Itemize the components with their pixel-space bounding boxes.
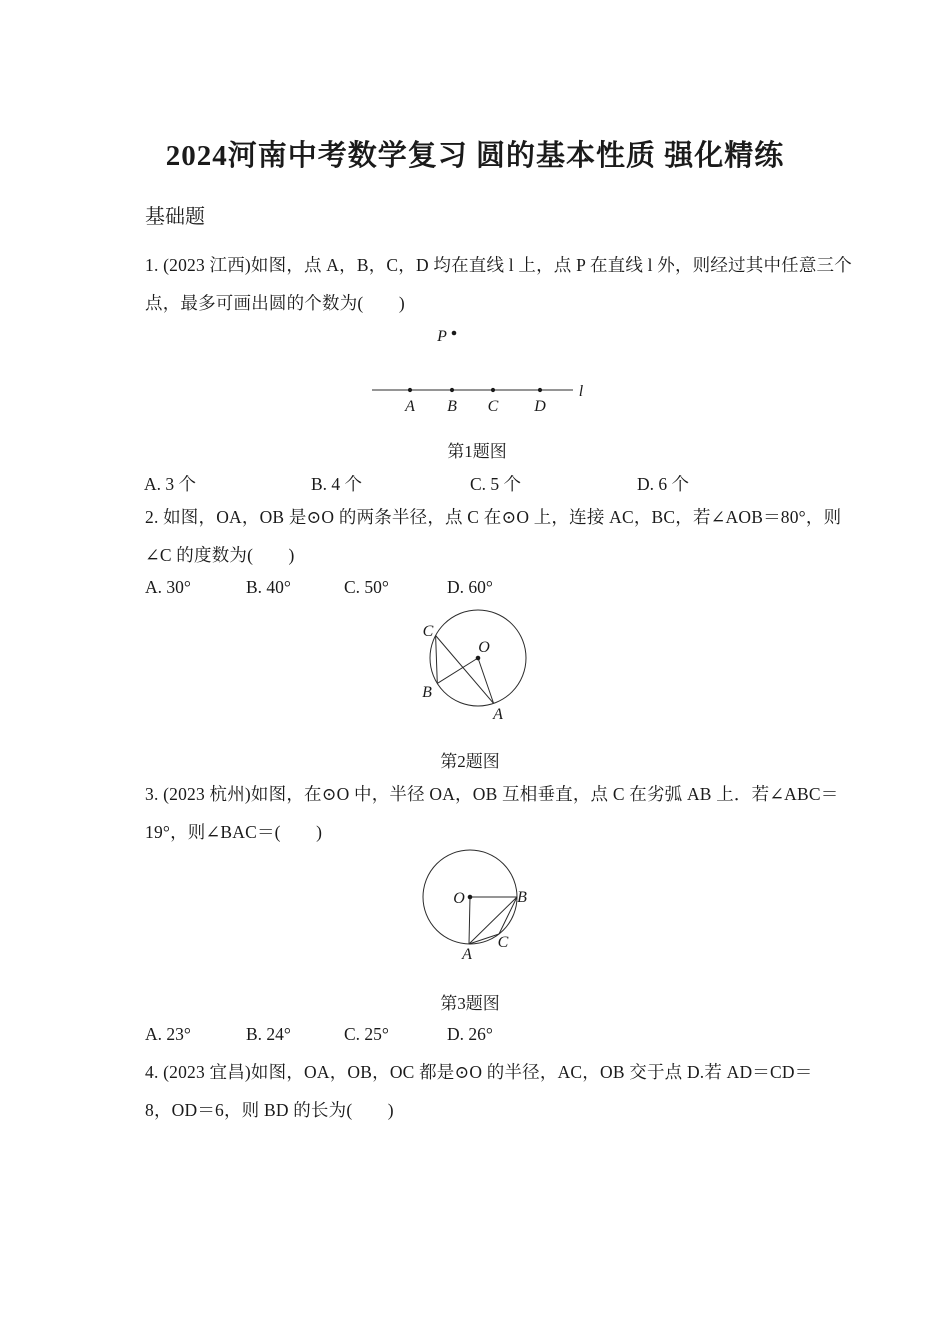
point-a-label: A — [493, 706, 503, 723]
question-2-option-b: B. 40° — [246, 577, 291, 597]
question-1-option-a: A. 3 个 — [144, 474, 197, 494]
point-c-label: C — [497, 934, 509, 951]
point-b-label: B — [422, 684, 432, 701]
question-1-line-2: 点，最多可画出圆的个数为( ) — [145, 293, 405, 313]
radius-oa — [469, 897, 470, 944]
point-b-dot — [450, 388, 454, 392]
point-c-dot — [491, 388, 495, 392]
point-d-dot — [538, 388, 542, 392]
point-a-label: A — [462, 946, 472, 963]
question-1-line-1: 1. (2023 江西)如图，点 A，B，C，D 均在直线 l 上，点 P 在直线 l 外，则经过其中任意三个 — [145, 255, 852, 275]
figure-q1-caption: 第1题图 — [447, 442, 507, 461]
question-1-option-d: D. 6 个 — [637, 474, 690, 494]
figure-q2-caption: 第2题图 — [440, 752, 500, 771]
center-o-dot — [476, 656, 481, 661]
question-2-option-d: D. 60° — [447, 577, 493, 597]
point-c-label: C — [487, 398, 499, 415]
point-p-label: P — [437, 328, 447, 345]
point-a-dot — [408, 388, 412, 392]
question-2-option-c: C. 50° — [344, 577, 389, 597]
question-4-line-1: 4. (2023 宜昌)如图，OA，OB，OC 都是⊙O 的半径，AC，OB 交于点 D.若 AD＝CD＝ — [145, 1062, 813, 1082]
question-2-option-a: A. 30° — [145, 577, 191, 597]
center-o-dot — [468, 895, 473, 900]
point-p-dot — [452, 331, 457, 336]
question-4-line-2: 8，OD＝6，则 BD 的长为( ) — [145, 1100, 394, 1120]
line-l-label: l — [578, 383, 584, 400]
page-title: 2024河南中考数学复习 圆的基本性质 强化精练 — [165, 140, 785, 172]
center-o-label: O — [453, 890, 465, 907]
question-3-option-d: D. 26° — [447, 1024, 493, 1044]
section-heading: 基础题 — [145, 206, 205, 228]
point-a-label: A — [405, 398, 415, 415]
point-b-label: B — [447, 398, 457, 415]
figure-q3 — [413, 845, 537, 971]
question-3-option-b: B. 24° — [246, 1024, 291, 1044]
question-3-line-1: 3. (2023 杭州)如图，在⊙O 中，半径 OA，OB 互相垂直，点 C 在劣弧 AB 上．若∠ABC＝ — [145, 784, 839, 804]
question-3-option-a: A. 23° — [145, 1024, 191, 1044]
question-3-line-2: 19°，则∠BAC＝( ) — [145, 822, 323, 842]
center-o-label: O — [478, 639, 490, 656]
chord-ba — [469, 897, 517, 944]
question-1-option-b: B. 4 个 — [311, 474, 363, 494]
chord-cb — [436, 636, 438, 684]
figure-q2 — [420, 603, 538, 727]
figure-q3-caption: 第3题图 — [440, 994, 500, 1013]
question-1-option-c: C. 5 个 — [470, 474, 522, 494]
question-3-option-c: C. 25° — [344, 1024, 389, 1044]
radius-oa — [478, 658, 494, 703]
point-b-label: B — [517, 889, 527, 906]
point-d-label: D — [534, 398, 546, 415]
figure-q1 — [358, 316, 602, 420]
question-2-line-2: ∠C 的度数为( ) — [145, 545, 295, 565]
point-c-label: C — [422, 623, 434, 640]
chord-bc — [499, 897, 517, 934]
question-2-line-1: 2. 如图，OA，OB 是⊙O 的两条半径，点 C 在⊙O 上，连接 AC，BC，若∠AOB＝80°，则 — [145, 507, 842, 527]
